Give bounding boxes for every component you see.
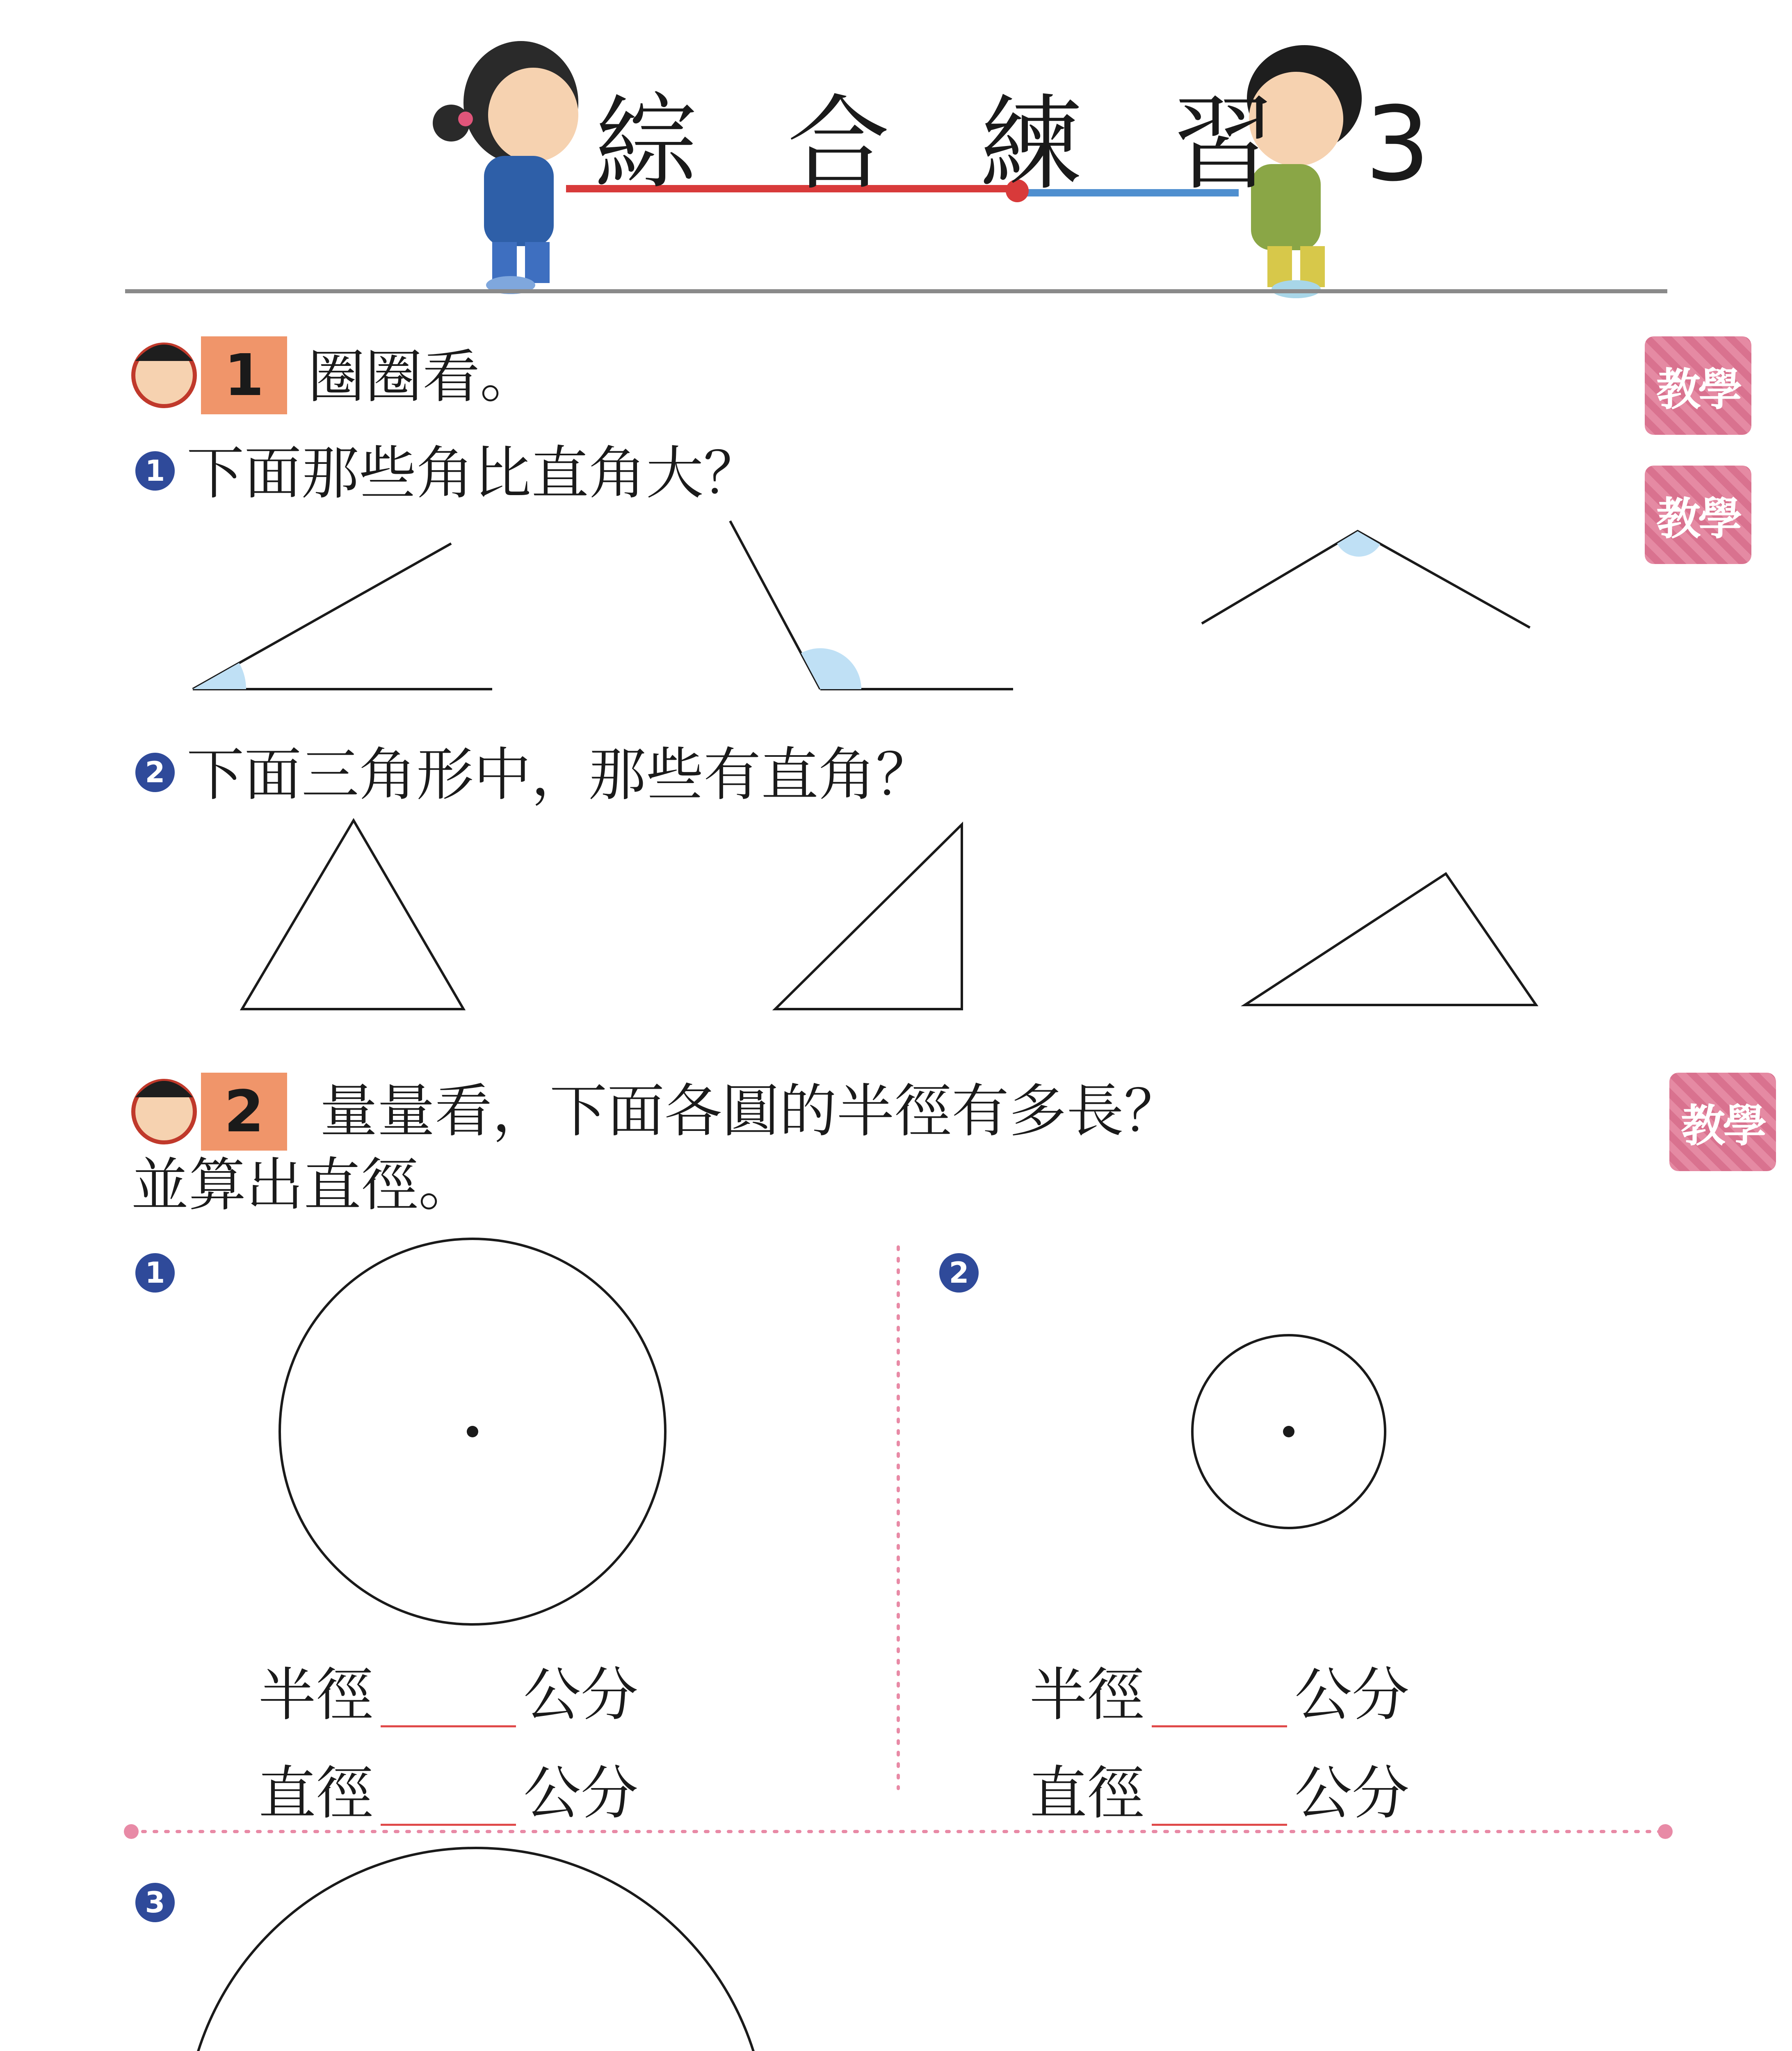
unit-label: 公分: [1294, 1760, 1410, 1827]
radius-answer-1: [258, 1649, 638, 1731]
section-number-1: 1: [201, 336, 287, 414]
question-1-2-text: 下面三角形中，那些有直角？: [187, 742, 934, 809]
question-badge-1-1: 1: [135, 451, 175, 491]
circle-badge-2: 2: [939, 1253, 979, 1293]
section-1-instruction: 圈圈看。: [308, 344, 538, 411]
center-dot-2: [1283, 1426, 1294, 1437]
answer-blank[interactable]: [1152, 1717, 1287, 1727]
circle-badge-1: 1: [135, 1253, 175, 1293]
circle-badge-3: 3: [135, 1883, 175, 1922]
teach-tag-3[interactable]: 教學: [1669, 1073, 1776, 1171]
center-dot-1: [467, 1426, 478, 1437]
page-title: 綜 合 練 習 3: [595, 85, 1459, 204]
radius-answer-2: [1030, 1649, 1409, 1731]
teacher-icon-1: [133, 345, 195, 406]
obtuse-angle: [730, 521, 1013, 689]
diameter-label: 直徑: [258, 1760, 374, 1827]
triangle-right: [775, 825, 962, 1009]
answer-blank[interactable]: [381, 1816, 516, 1826]
answer-blank[interactable]: [381, 1717, 516, 1727]
radius-label: 半徑: [1030, 1662, 1145, 1729]
diameter-label: 直徑: [1030, 1760, 1145, 1827]
teacher-icon-2: [133, 1081, 195, 1142]
section-2-instruction-line1: 量量看，下面各圓的半徑有多長？: [320, 1078, 1182, 1145]
circle-3: [185, 1848, 767, 2051]
triangles-figure: [242, 820, 1536, 1009]
angles-figure: [193, 521, 1530, 689]
section-2-instruction-line2: 並算出直徑。: [131, 1152, 476, 1219]
teach-tag-2[interactable]: 教學: [1645, 466, 1751, 564]
section-number-2: 2: [201, 1073, 287, 1151]
question-1-1-text: 下面那些角比直角大？: [187, 440, 761, 507]
question-badge-1-2: 2: [135, 753, 175, 792]
unit-label: 公分: [523, 1760, 639, 1827]
unit-label: 公分: [523, 1662, 639, 1729]
diameter-answer-1: [258, 1747, 638, 1830]
triangle-obtuse: [1245, 874, 1536, 1005]
triangle-equilateral: [242, 820, 463, 1009]
unit-label: 公分: [1294, 1662, 1410, 1729]
radius-label: 半徑: [258, 1662, 374, 1729]
teach-tag-1[interactable]: 教學: [1645, 336, 1751, 435]
diameter-answer-2: [1030, 1747, 1409, 1830]
answer-blank[interactable]: [1152, 1816, 1287, 1826]
